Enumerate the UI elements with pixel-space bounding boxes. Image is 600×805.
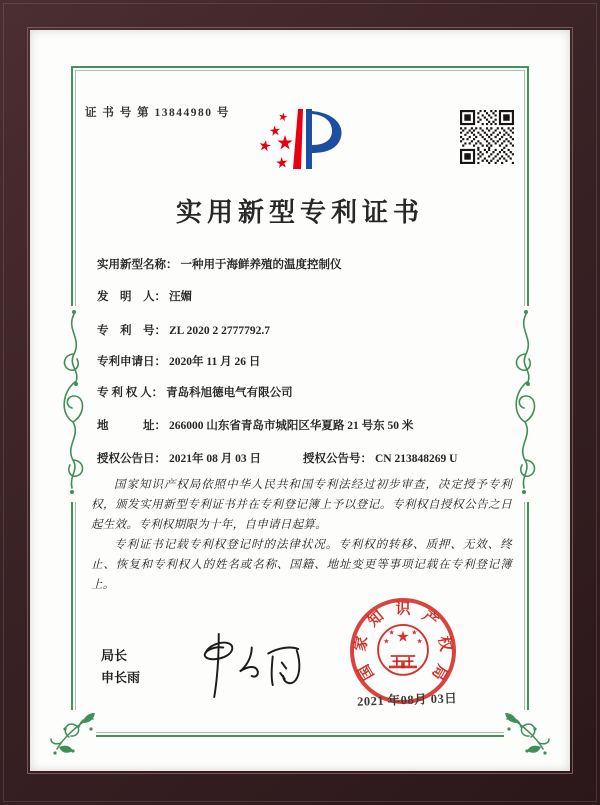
field-row-filing-date (97, 353, 517, 369)
field-value-filing-date: 2020年 11 月 26 日 (169, 356, 261, 368)
certificate-title: 实用新型专利证书 (175, 198, 424, 227)
floral-corner-ornament-bottom-left-icon (49, 709, 97, 757)
field-row-name (97, 256, 517, 272)
seal-char: 国 (356, 661, 378, 683)
legal-paragraph-2: 专利证书记载专利权登记时的法律状况。专利权的转移、质押、无效、终止、恢复和专利权人的姓名或名称、国籍、地址变更等事项记载在专利登记簿上。 (91, 539, 512, 591)
seal-date: 2021 年08月 03日 (356, 691, 458, 709)
seal-char: 知 (365, 608, 388, 631)
field-row-grant (97, 450, 517, 466)
field-value-address: 266000 山东省青岛市城阳区华夏路 21 号东 50 米 (169, 420, 414, 432)
national-emblem-icon (375, 622, 431, 678)
field-label-grant-no: 授权公告号： (303, 453, 372, 465)
field-label-inventor: 发 明 人： (97, 291, 166, 303)
field-value-patent-no: ZL 2020 2 2777792.7 (169, 325, 270, 337)
field-value-patentee: 青岛科旭德电气有限公司 (166, 387, 293, 399)
floral-corner-ornament-bottom-right-icon (503, 709, 551, 757)
legal-paragraph-1: 国家知识产权局依照中华人民共和国专利法经过初步审查，决定授予专利权，颁发实用新型专利证书并在专利登记簿上予以登记。专利权自授权公告之日起生效。专利权期限为十年，自申请日起算。 (91, 479, 512, 531)
field-label-patentee: 专 利 权 人： (97, 387, 164, 399)
field-row-inventor (97, 288, 517, 304)
signer-block (101, 645, 140, 689)
field-label-filing-date: 专利申请日： (97, 356, 166, 368)
field-group-grant-no (303, 450, 457, 466)
field-row-patentee (97, 384, 517, 400)
seal-char: 识 (395, 601, 411, 618)
field-label-grant-date: 授权公告日： (97, 453, 166, 465)
signer-title: 局长 (101, 648, 128, 663)
seal-char: 家 (352, 635, 372, 653)
certificate-number: 证 书 号 第 13844980 号 (85, 107, 230, 119)
field-label-patent-no: 专 利 号： (97, 325, 166, 337)
field-value-grant-no: CN 213848269 U (375, 453, 458, 465)
field-value-inventor: 汪媚 (169, 291, 192, 303)
field-row-patent-no (97, 322, 517, 338)
field-value-name: 一种用于海鲜养殖的温度控制仪 (180, 259, 342, 271)
field-value-grant-date: 2021年 08 月 03 日 (169, 453, 261, 465)
shen-changyu-signature-strokes (166, 628, 321, 703)
cnipa-logo-icon (258, 104, 350, 174)
seal-char: 权 (434, 635, 454, 653)
scrollwork-ornament-left-icon (56, 308, 92, 498)
field-label-name: 实用新型名称： (97, 259, 178, 271)
field-label-address: 地 址： (97, 420, 166, 432)
seal-char: 局 (428, 661, 450, 683)
signer-name: 申长雨 (101, 670, 141, 685)
field-row-address (97, 417, 517, 433)
qr-code (460, 110, 514, 164)
seal-char: 产 (418, 608, 441, 631)
legal-text (91, 475, 512, 595)
